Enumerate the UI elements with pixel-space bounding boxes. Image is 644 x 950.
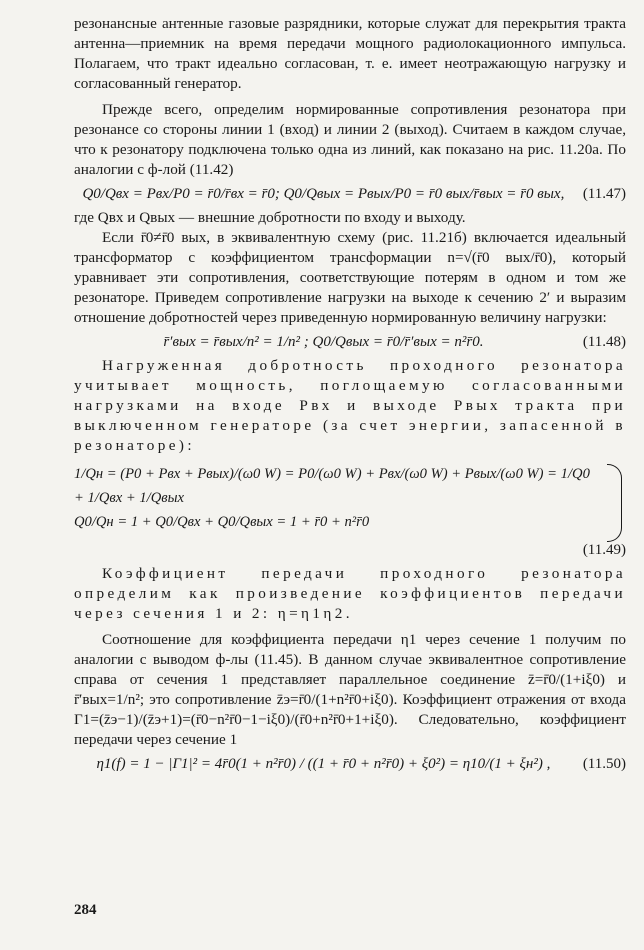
equation-11-47 [74, 184, 626, 204]
paragraph-2: Прежде всего, определим нормированные сопротивления резонатора при резонансе со стороны линии 1 (вход) и линии 2 (выход). Считаем в каждом случае, что к резонатору подключена только одна из линий, как показано на рис. 11.20а. По аналогии с ф-лой (11.42) [74, 101, 626, 178]
paragraph-5: Нагруженная добротность проходного резонатора учитывает мощность, поглощаемую согласованными нагрузками на входе Pвх и выходе Pвых тракта при выключенном генераторе (за счет энергии, запасенной в резонаторе): [74, 357, 626, 454]
equation-11-50-formula: η1(f) = 1 − |Γ1|² = 4r̄0(1 + n²r̄0) / ((1 + r̄0 + n²r̄0) + ξ0²) = η10/(1 + ξн²) , [96, 756, 551, 772]
equation-11-50-number: (11.50) [582, 756, 626, 772]
equation-11-48-number: (11.48) [582, 334, 626, 350]
equation-11-47-formula: Q0/Qвх = Pвх/P0 = r̄0/r̄вх = r̄0; Q0/Qвых = Pвых/P0 = r̄0 вых/r̄вых = r̄0 вых, [82, 186, 565, 202]
equation-11-47-number: (11.47) [582, 186, 626, 202]
equation-11-49-number: (11.49) [582, 542, 626, 558]
equation-11-48-formula: r̄′вых = r̄вых/n² = 1/n² ; Q0/Qвых = r̄0/r̄′вых = n²r̄0. [163, 334, 484, 350]
equation-11-49-row-1: 1/Qн = (P0 + Pвх + Pвых)/(ω0 W) = P0/(ω0 W) + Pвх/(ω0 W) + Pвых/(ω0 W) = 1/Q0 + 1/Qвх + 1/Qвых [74, 466, 590, 506]
paragraph-4: Если r̄0≠r̄0 вых, в эквивалентную схему (рис. 11.21б) включается идеальный трансформатор с коэффициентом трансформации n=√(r̄0 вых/r̄0), который уравнивает эти сопротивления, соответствующие потерям в одном и том же резонаторе. Приведем сопротивление нагрузки на выходе к сечению 2′ и выразим отношение добротностей через приведенную нормированную величину нагрузки: [74, 229, 626, 326]
paragraph-6: Коэффициент передачи проходного резонатора определим как произведение коэффициентов передачи через сечения 1 и 2: η=η1η2. [74, 565, 626, 622]
equation-11-49-row-2: Q0/Qн = 1 + Q0/Qвх + Q0/Qвых = 1 + r̄0 + n²r̄0 [74, 514, 370, 530]
equation-11-48 [74, 332, 626, 352]
paragraph-7: Соотношение для коэффициента передачи η1 через сечение 1 получим по аналогии с выводом ф-лы (11.45). В данном случае эквивалентное сопротивление справа от сечения 1 представляет параллельное соединение z̄=r̄0/(1+iξ0) и r̄′вых=1/n²; это сопротивление z̄э=r̄0/(1+n²r̄0+iξ0). Коэффициент отражения от входа Γ1=(z̄э−1)/(z̄э+1)=(r̄0−n²r̄0−1−iξ0)/(r̄0+n²r̄0+1+iξ0). Следовательно, коэффициент передачи через сечение 1 [74, 631, 626, 748]
paragraph-1: резонансные антенные газовые разрядники, которые служат для перекрытия тракта антенна—приемник на время передачи мощного радиолокационного импульса. Полагаем, что тракт идеально согласован, т. е. имеет неотражающую нагрузку и согласованный генератор. [74, 15, 626, 92]
paragraph-3: где Qвх и Qвых — внешние добротности по входу и выходу. [74, 209, 466, 226]
equation-11-50 [74, 754, 626, 774]
equation-11-49 [74, 462, 626, 562]
page-number: 284 [74, 902, 97, 918]
right-brace [607, 464, 622, 542]
